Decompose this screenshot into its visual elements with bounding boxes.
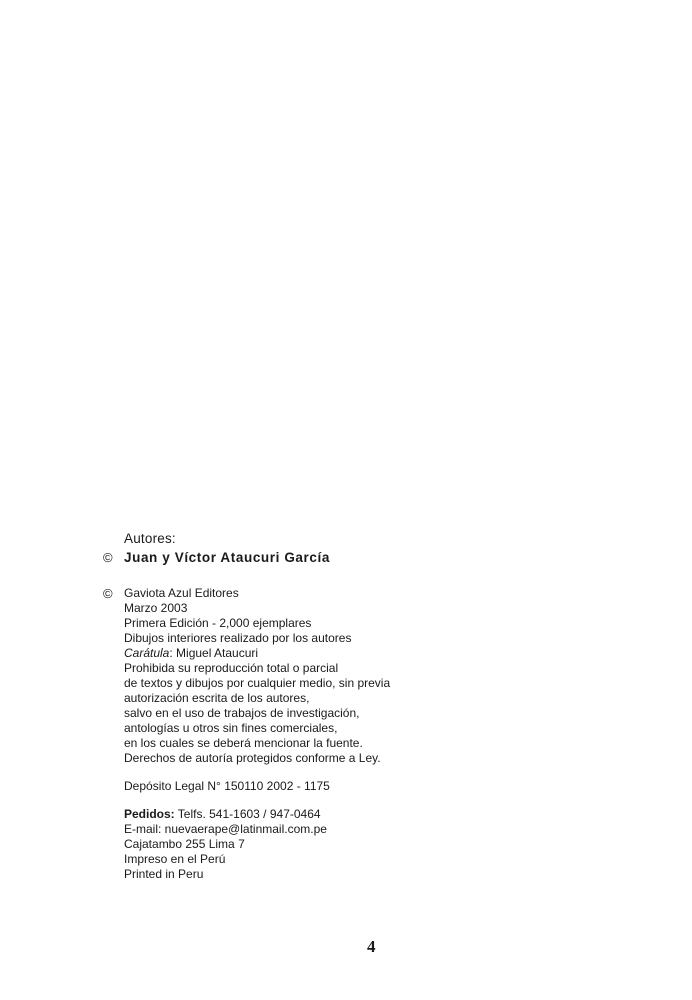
rights-line: de textos y dibujos por cualquier medio, sin previa	[124, 676, 391, 690]
publisher-block	[103, 586, 544, 882]
spacer	[124, 794, 544, 807]
rights-line: Derechos de autoría protegidos conforme a Ley.	[124, 751, 381, 765]
orders-label: Pedidos:	[124, 807, 175, 821]
rights-line: autorización escrita de los autores,	[124, 691, 310, 705]
cover-label: Carátula	[124, 646, 170, 660]
rights-line: Prohibida su reproducción total o parcial	[124, 661, 339, 675]
authors-names: Juan y Víctor Ataucuri García	[124, 550, 330, 565]
spacer	[124, 766, 544, 779]
publication-date: Marzo 2003	[124, 601, 188, 615]
printed-es-line: Impreso en el Perú	[124, 852, 226, 866]
authors-label: Autores:	[124, 531, 176, 546]
rights-line: salvo en el uso de trabajos de investigación,	[124, 706, 360, 720]
address-line: Cajatambo 255 Lima 7	[124, 837, 245, 851]
illustrations-credit: Dibujos interiores realizado por los autores	[124, 631, 352, 645]
rights-line: antologías u otros sin fines comerciales,	[124, 721, 338, 735]
printed-en-line: Printed in Peru	[124, 867, 204, 881]
copyright-symbol-publisher: ©	[103, 586, 113, 601]
authors-row	[103, 549, 544, 566]
cover-credit	[124, 646, 544, 661]
legal-deposit: Depósito Legal N° 150110 2002 - 1175	[124, 779, 330, 793]
copyright-symbol: ©	[103, 550, 113, 565]
orders-line	[124, 807, 544, 822]
credits-block	[103, 530, 544, 882]
email-line: E-mail: nuevaerape@latinmail.com.pe	[124, 822, 327, 836]
publisher-name: Gaviota Azul Editores	[124, 586, 239, 600]
cover-artist: : Miguel Ataucuri	[169, 646, 259, 660]
edition-info: Primera Edición - 2,000 ejemplares	[124, 616, 312, 630]
orders-phones: Telfs. 541-1603 / 947-0464	[174, 807, 321, 821]
rights-line: en los cuales se deberá mencionar la fuente.	[124, 736, 363, 750]
page-number: 4	[367, 937, 376, 956]
